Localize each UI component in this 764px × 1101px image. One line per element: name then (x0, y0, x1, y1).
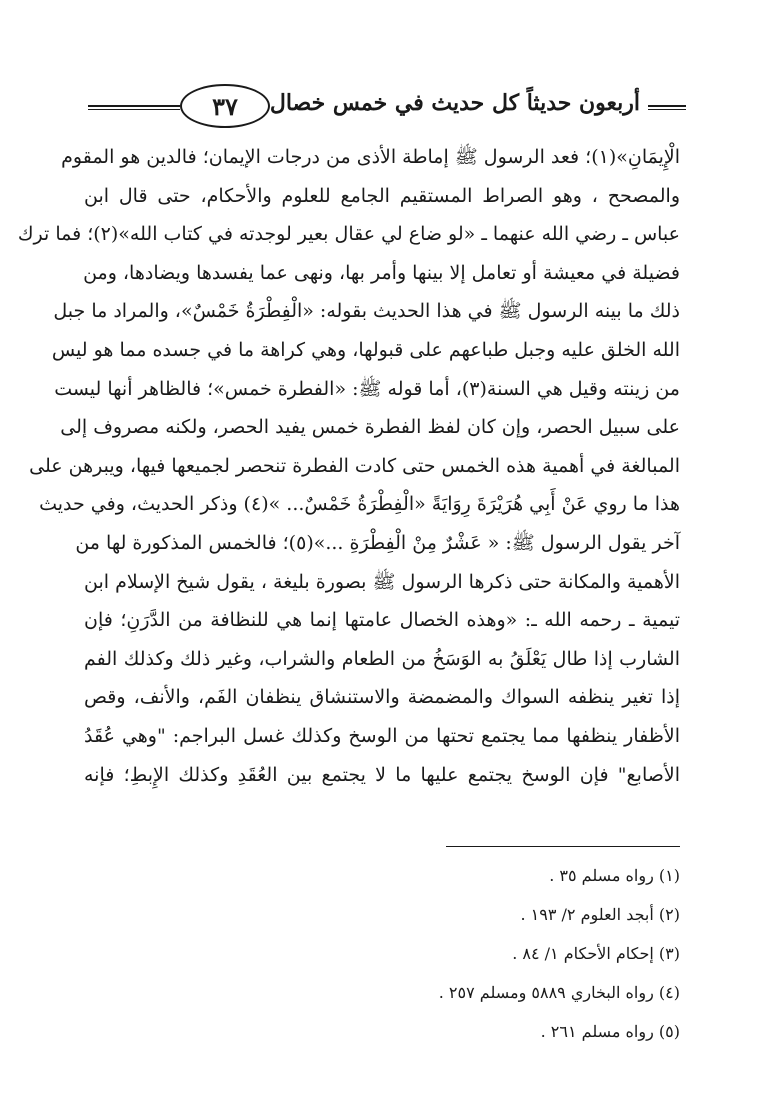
header-rule-left (88, 105, 180, 110)
footnote-separator (446, 846, 680, 847)
text-line: فضيلة في معيشة أو تعامل إلا بينها وأمر بها، ونهى عما يفسدها ويضادها، ومن (83, 261, 680, 284)
footnotes (280, 856, 680, 1051)
page-header (78, 78, 686, 130)
text-line: المبالغة في أهمية هذه الخمس حتى كادت الفطرة تنحصر لجميعها فيها، ويبرهن على (29, 454, 680, 477)
text-line: على سبيل الحصر، وإن كان لفظ الفطرة خمس يفيد الحصر، ولكنه مصروف إلى (60, 416, 680, 439)
footnote: (٣) إحكام الأحكام ١/ ٨٤ . (512, 944, 680, 963)
page-number: ٣٧ (180, 84, 270, 128)
text-line: ذلك ما بينه الرسول ﷺ في هذا الحديث بقوله: «الْفِطْرَةُ خَمْسٌ»، والمراد ما جبل (53, 300, 680, 323)
footnote: (١) رواه مسلم ٣٥ . (549, 866, 680, 885)
text-line: تيمية ـ رحمه الله ـ: «وهذه الخصال عامتها إنما هي للنظافة من الدَّرَنِ؛ فإن (84, 609, 680, 632)
text-line: عباس ـ رضي الله عنهما ـ «لو ضاع لي عقال بعير لوجدته في كتاب الله»(٢)؛ فما ترك (17, 223, 680, 246)
text-line: الأظفار ينظفها مما يجتمع تحتها من الوسخ وكذلك غسل البراجم: "وهي عُقَدُ (84, 724, 680, 747)
text-line: الشارب إذا طال يَعْلَقُ به الوَسَخُ من الطعام والشراب، وغير ذلك وكذلك الفم (84, 647, 680, 670)
footnote: (٢) أبجد العلوم ٢/ ١٩٣ . (520, 905, 680, 924)
text-line: والمصحح ، وهو الصراط المستقيم الجامع للعلوم والأحكام، حتى قال ابن (84, 184, 680, 207)
running-title: أربعون حديثاً كل حديث في خمس خصال (269, 90, 640, 116)
text-line: آخر يقول الرسول ﷺ: « عَشْرٌ مِنْ الْفِطْرَةِ ...»(٥)؛ فالخمس المذكورة لها من (75, 531, 680, 554)
body-text (17, 138, 680, 794)
text-line: الله الخلق عليه وجبل طباعهم على قبولها، وهي كراهة ما في جسده مما هو ليس (51, 338, 680, 361)
text-line: الأصابع" فإن الوسخ يجتمع عليها ما لا يجتمع بين العُقَدِ وكذلك الإِبطِ؛ فإنه (84, 763, 680, 786)
text-line: الأهمية والمكانة حتى ذكرها الرسول ﷺ بصورة بليغة ، يقول شيخ الإسلام ابن (84, 570, 680, 593)
text-line: هذا ما روي عَنْ أَبِي هُرَيْرَةَ رِوَايَةً «الْفِطْرَةُ خَمْسٌ... »(٤) وذكر الحديث، وفي حديث (39, 493, 680, 516)
text-line: الْإِيمَانِ»(١)؛ فعد الرسول ﷺ إماطة الأذى من درجات الإيمان؛ فالدين هو المقوم (61, 146, 680, 168)
footnote: (٥) رواه مسلم ٢٦١ . (540, 1022, 680, 1041)
footnote: (٤) رواه البخاري ٥٨٨٩ ومسلم ٢٥٧ . (438, 983, 680, 1002)
text-line: إذا تغير ينظفه السواك والمضمضة والاستنشاق ينظفان الفَم، والأنف، وقص (84, 686, 680, 709)
text-line: من زينته وقيل هي السنة(٣)، أما قوله ﷺ: «الفطرة خمس»؛ فالظاهر أنها ليست (54, 377, 680, 400)
header-rule-right (648, 105, 686, 110)
